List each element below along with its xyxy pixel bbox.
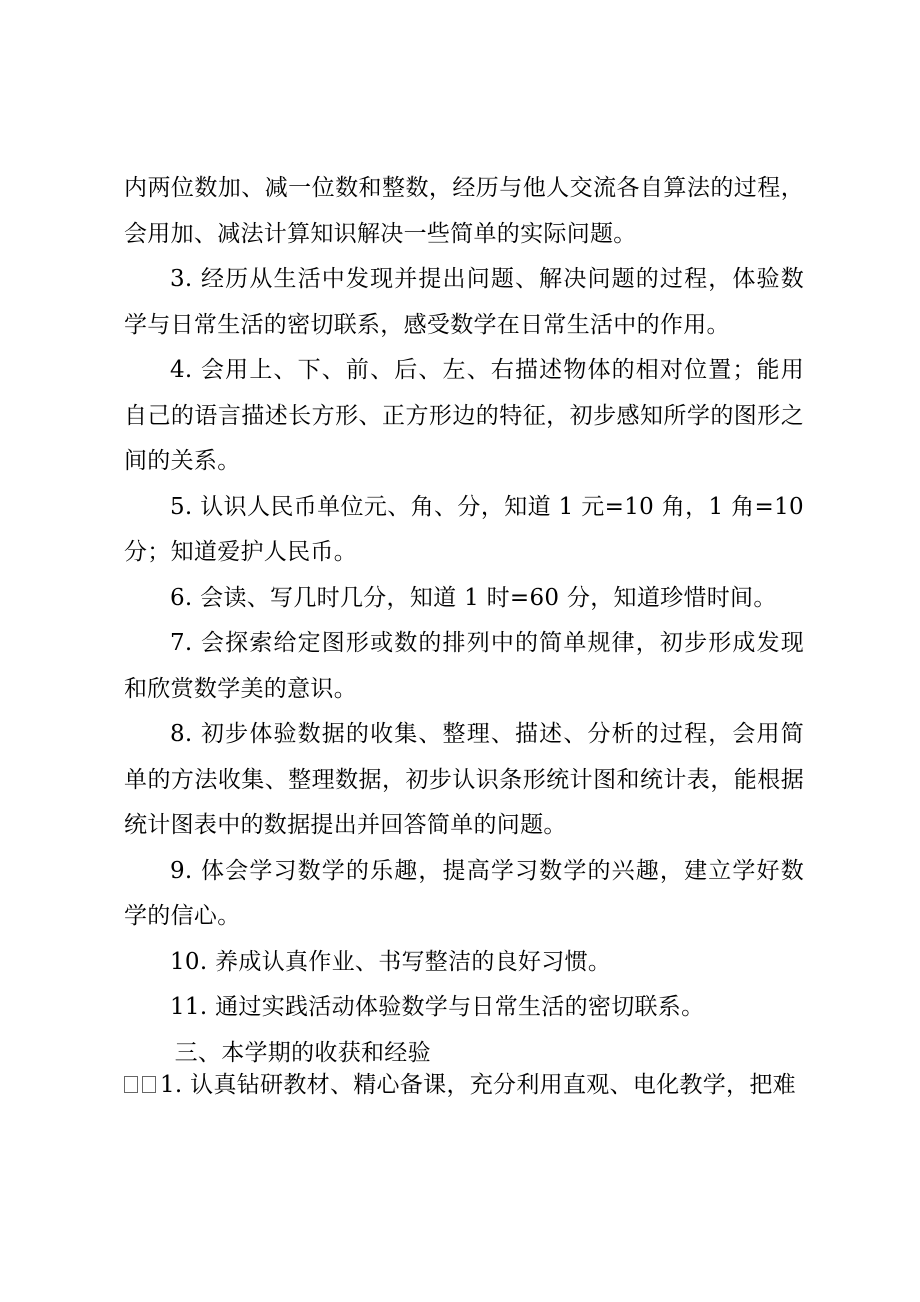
paragraph-item-7: 7. 会探索给定图形或数的排列中的简单规律，初步形成发现和欣赏数学美的意识。 [124,630,804,702]
paragraph-item-9: 9. 体会学习数学的乐趣，提高学习数学的兴趣，建立学好数学的信心。 [124,857,804,929]
last-line-text: 1. 认真钻研教材、精心备课，充分利用直观、电化教学，把难 [160,1072,796,1098]
paragraph-item-8: 8. 初步体验数据的收集、整理、描述、分析的过程，会用简单的方法收集、整理数据，初步认识条形统计图和统计表，能根据统计图表中的数据提出并回答简单的问题。 [124,721,804,838]
paragraph-last-line [124,1063,814,1109]
missing-glyph-box-icon [142,1076,156,1093]
paragraph-item-11: 11. 通过实践活动体验数学与日常生活的密切联系。 [170,994,705,1020]
paragraph-item-6: 6. 会读、写几时几分，知道 1 时=60 分，知道珍惜时间。 [170,584,777,611]
section-heading: 三、本学期的收获和经验 [174,1039,431,1066]
paragraph-item-5: 5. 认识人民币单位元、角、分，知道 1 元=10 角，1 角=10 分；知道爱护人民币。 [124,493,804,565]
paragraph-item-10: 10. 养成认真作业、书写整洁的良好习惯。 [170,948,612,975]
paragraph-continuation: 内两位数加、减一位数和整数，经历与他人交流各自算法的过程，会用加、减法计算知识解决一些简单的实际问题。 [124,175,804,247]
missing-glyph-box-icon [124,1076,138,1093]
paragraph-item-4: 4. 会用上、下、前、后、左、右描述物体的相对位置；能用自己的语言描述长方形、正方形边的特征，初步感知所学的图形之间的关系。 [124,357,804,474]
paragraph-item-3: 3. 经历从生活中发现并提出问题、解决问题的过程，体验数学与日常生活的密切联系，感受数学在日常生活中的作用。 [124,266,804,338]
document-body [124,166,804,1076]
